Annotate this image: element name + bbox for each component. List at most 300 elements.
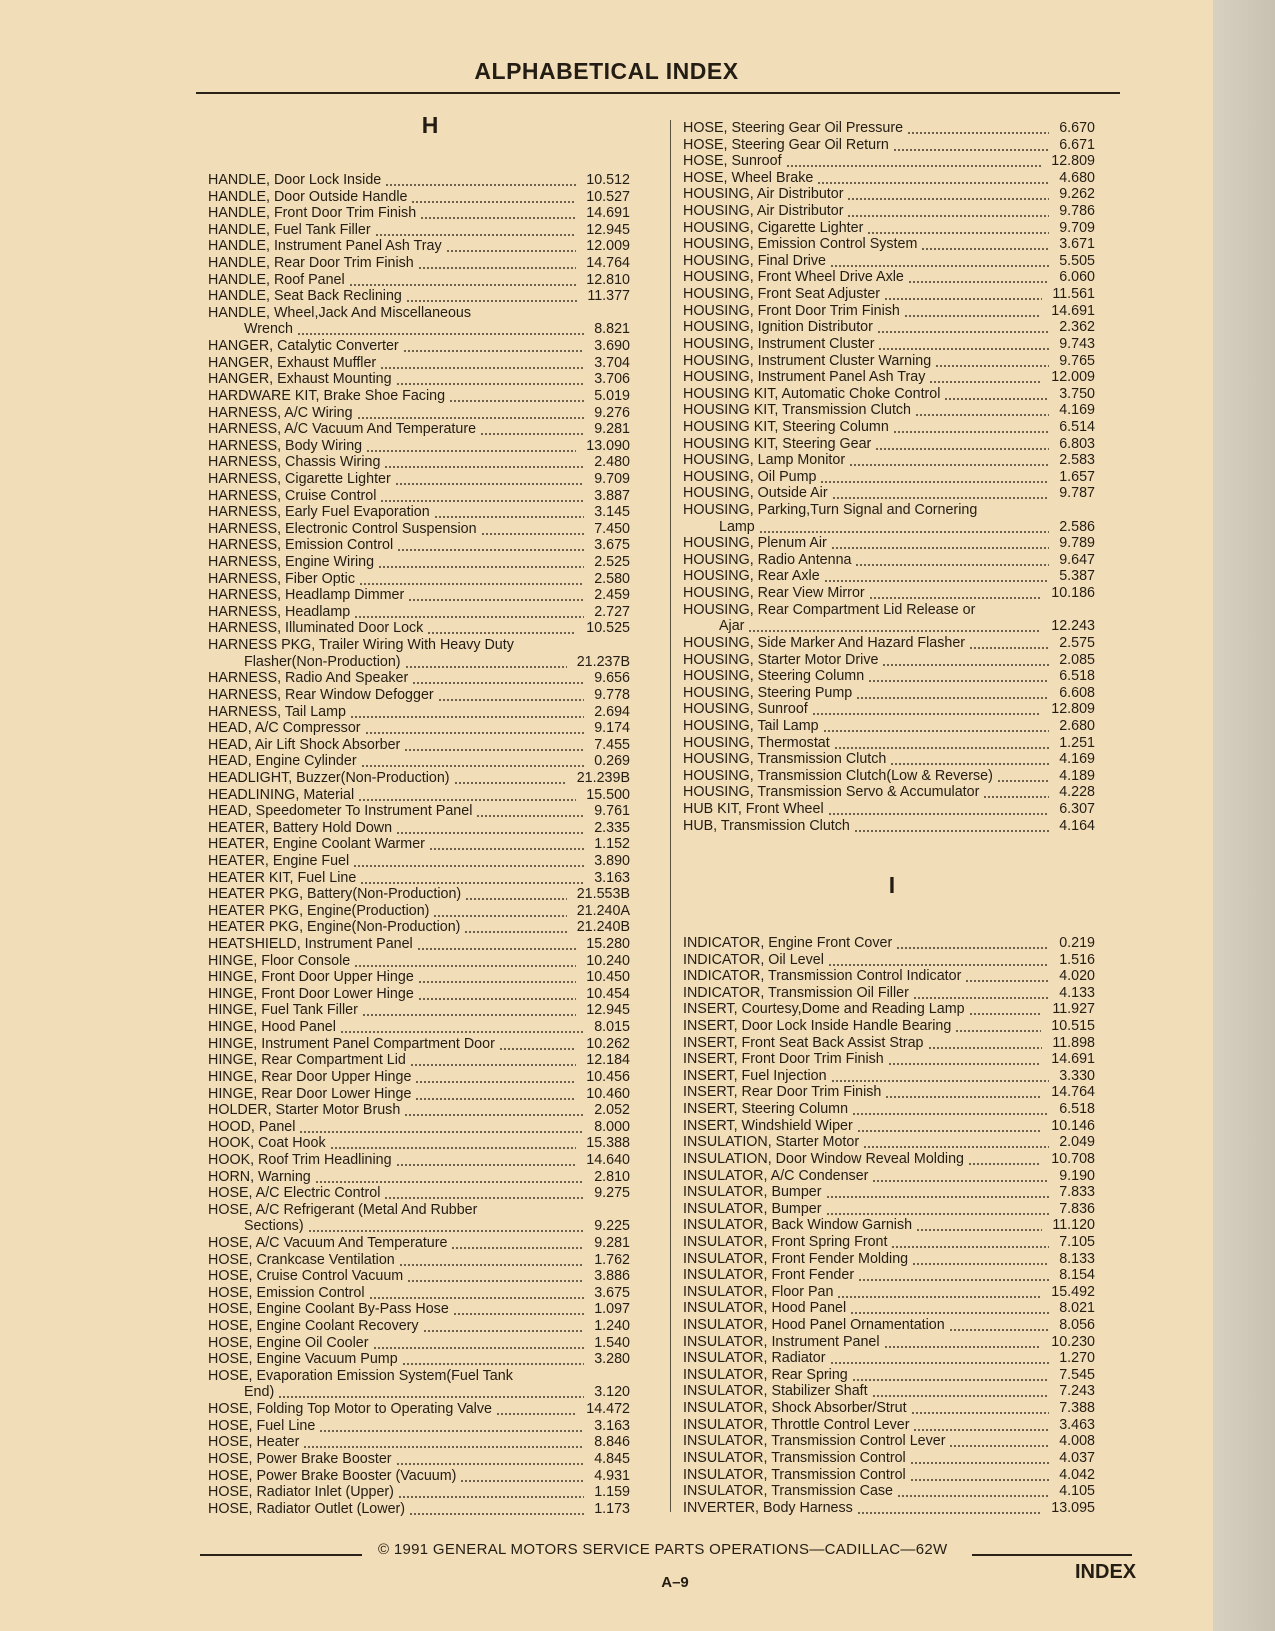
index-entry	[683, 635, 1095, 652]
index-entry	[208, 1285, 630, 1302]
dot-leader	[908, 269, 1049, 286]
index-entry	[683, 1134, 1095, 1151]
index-entry	[683, 568, 1095, 585]
dot-leader	[375, 222, 576, 239]
index-entry-reference: 3.675	[594, 1284, 630, 1301]
index-entry-reference: 8.154	[1059, 1267, 1095, 1284]
index-entry	[683, 1018, 1095, 1035]
dot-leader	[910, 1450, 1049, 1467]
index-entry-text: INSULATOR, Hood Panel Ornamentation	[683, 1317, 945, 1334]
index-entry	[683, 602, 1095, 619]
index-entry	[683, 1234, 1095, 1251]
index-entry	[208, 604, 630, 621]
index-entry-reference: 9.275	[594, 1185, 630, 1202]
index-entry-reference: 8.021	[1059, 1300, 1095, 1317]
page-title: ALPHABETICAL INDEX	[474, 58, 739, 84]
column-divider	[670, 120, 671, 1512]
index-entry	[208, 936, 630, 953]
dot-leader	[354, 604, 584, 621]
index-entry-reference: 6.670	[1059, 120, 1095, 136]
dot-leader	[398, 1484, 584, 1501]
index-entry-reference: 9.647	[1059, 551, 1095, 568]
index-entry-text: INSULATOR, A/C Condenser	[683, 1167, 869, 1184]
index-entry	[208, 238, 630, 255]
dot-leader	[384, 1185, 584, 1202]
index-entry-reference: 12.945	[586, 221, 630, 238]
dot-leader	[852, 1101, 1049, 1118]
index-entry-reference: 21.553B	[576, 886, 630, 903]
index-entry-text: HEATER, Engine Coolant Warmer	[208, 836, 425, 853]
dot-leader	[856, 685, 1049, 702]
dot-leader	[446, 238, 576, 255]
index-entry-reference: 6.060	[1059, 269, 1095, 286]
index-entry-text: INSERT, Rear Door Trim Finish	[683, 1084, 882, 1101]
index-entry-reference: 9.765	[1059, 352, 1095, 369]
index-entry-text: HANDLE, Fuel Tank Filler	[208, 221, 371, 238]
index-entry-reference: 4.008	[1059, 1433, 1095, 1450]
dot-leader	[884, 286, 1042, 303]
index-entry-reference: 2.085	[1059, 651, 1095, 668]
dot-leader	[415, 1069, 576, 1086]
dot-leader	[357, 405, 584, 422]
index-entry	[683, 1500, 1095, 1517]
index-entry-text: HOSE, Radiator Outlet (Lower)	[208, 1500, 406, 1517]
dot-leader	[852, 1367, 1049, 1384]
index-entry-reference: 10.525	[586, 620, 630, 637]
index-entry-reference: 6.671	[1059, 136, 1095, 153]
index-entry	[683, 1118, 1095, 1135]
index-entry-reference: 9.281	[594, 421, 630, 438]
index-entry	[683, 1450, 1095, 1467]
index-entry	[208, 438, 630, 455]
index-entry-text: HINGE, Front Door Upper Hinge	[208, 969, 414, 986]
index-entry	[683, 1334, 1095, 1351]
index-entry-reference: 2.727	[594, 603, 630, 620]
index-entry-text: HOUSING, Lamp Monitor	[683, 452, 846, 469]
dot-leader	[354, 953, 576, 970]
dot-leader	[863, 1134, 1049, 1151]
index-entry-reference: 1.159	[594, 1484, 630, 1501]
index-entry-text: HEATSHIELD, Instrument Panel	[208, 936, 413, 953]
dot-leader	[378, 554, 584, 571]
index-entry-reference: 15.280	[586, 936, 630, 953]
dot-leader	[420, 205, 576, 222]
index-entry-reference: 21.240B	[576, 919, 630, 936]
index-entry	[208, 554, 630, 571]
index-entry-text: HARNESS, A/C Vacuum And Temperature	[208, 421, 477, 438]
index-entry	[683, 137, 1095, 154]
index-entry-text: Flasher(Non-Production)	[244, 653, 401, 670]
index-entry-reference: 10.456	[586, 1068, 630, 1085]
index-entry-text: INSULATOR, Transmission Control	[683, 1466, 906, 1483]
index-entry-text: HEADLINING, Material	[208, 786, 355, 803]
index-entry-text: HOOD, Panel	[208, 1118, 296, 1135]
index-entry-text: HORN, Warning	[208, 1168, 311, 1185]
section-letter-h: H	[421, 112, 439, 138]
dot-leader	[418, 969, 576, 986]
index-entry-reference: 3.704	[594, 354, 630, 371]
dot-leader	[405, 654, 567, 671]
dot-leader	[396, 1451, 584, 1468]
dot-leader	[438, 687, 584, 704]
index-entry-text: INSULATOR, Transmission Case	[683, 1483, 894, 1500]
index-entry	[208, 305, 630, 322]
index-entry-text: INSERT, Front Seat Back Assist Strap	[683, 1034, 924, 1051]
index-entry-reference: 2.680	[1059, 717, 1095, 734]
index-entry-reference: 2.362	[1059, 319, 1095, 336]
dot-leader	[303, 1434, 584, 1451]
index-entry	[683, 618, 1095, 635]
dot-leader	[417, 936, 576, 953]
index-entry	[208, 537, 630, 554]
dot-leader	[385, 172, 576, 189]
dot-leader	[380, 488, 584, 505]
index-entry	[208, 1185, 630, 1202]
index-entry-text: HEADLIGHT, Buzzer(Non-Production)	[208, 769, 450, 786]
index-entry	[208, 1119, 630, 1136]
index-entry	[208, 388, 630, 405]
index-entry-reference: 3.675	[594, 537, 630, 554]
dot-leader	[885, 1084, 1041, 1101]
index-entry	[683, 203, 1095, 220]
index-entry-reference: 8.133	[1059, 1250, 1095, 1267]
index-entry-reference: 9.761	[594, 803, 630, 820]
index-entry-text: HOUSING KIT, Steering Gear	[683, 435, 872, 452]
index-entry-reference: 7.388	[1059, 1400, 1095, 1417]
index-entry-text: HOSE, A/C Electric Control	[208, 1185, 381, 1202]
dot-leader	[415, 1086, 576, 1103]
index-entry-reference: 1.240	[594, 1318, 630, 1335]
index-entry-reference: 3.163	[594, 869, 630, 886]
index-entry	[683, 1367, 1095, 1384]
index-entry-reference: 1.251	[1059, 734, 1095, 751]
index-entry	[683, 1383, 1095, 1400]
index-entry-text: HOUSING, Side Marker And Hazard Flasher	[683, 634, 966, 651]
index-entry	[683, 303, 1095, 320]
index-entry-text: INSULATOR, Stabilizer Shaft	[683, 1383, 868, 1400]
index-entry	[208, 1351, 630, 1368]
index-entry	[683, 1001, 1095, 1018]
index-entry-reference: 14.764	[586, 255, 630, 272]
dot-leader	[496, 1401, 576, 1418]
index-entry-reference: 15.500	[586, 786, 630, 803]
index-entry	[208, 953, 630, 970]
index-entry-reference: 9.709	[594, 470, 630, 487]
dot-leader	[480, 421, 584, 438]
dot-leader	[847, 203, 1049, 220]
index-entry	[683, 236, 1095, 253]
index-entry-reference: 21.237B	[576, 653, 630, 670]
index-entry	[683, 652, 1095, 669]
index-entry-reference: 3.690	[594, 338, 630, 355]
index-entry-reference: 4.169	[1059, 402, 1095, 419]
dot-leader	[831, 1068, 1049, 1085]
index-entry-text: HOUSING, Front Door Trim Finish	[683, 302, 900, 319]
index-entry-reference: 1.762	[594, 1251, 630, 1268]
dot-leader	[824, 568, 1049, 585]
index-entry	[208, 770, 630, 787]
dot-leader	[875, 436, 1049, 453]
index-entry-reference: 1.270	[1059, 1350, 1095, 1367]
index-entry	[683, 1184, 1095, 1201]
dot-leader	[464, 919, 567, 936]
index-entry-text: HOUSING KIT, Automatic Choke Control	[683, 385, 941, 402]
index-entry-text: INSULATOR, Bumper	[683, 1200, 822, 1217]
dot-leader	[997, 768, 1049, 785]
index-entry-text: HARNESS, Emission Control	[208, 537, 394, 554]
index-entry-text: HOSE, Power Brake Booster (Vacuum)	[208, 1467, 457, 1484]
index-entry-reference: 12.184	[586, 1052, 630, 1069]
index-entry-reference: 14.691	[1051, 302, 1095, 319]
dot-leader	[834, 735, 1049, 752]
index-entry-reference: 10.460	[586, 1085, 630, 1102]
index-entry	[208, 1501, 630, 1518]
index-entry	[683, 1417, 1095, 1434]
index-entry	[683, 386, 1095, 403]
index-entry	[683, 1068, 1095, 1085]
dot-leader	[910, 1467, 1049, 1484]
index-entry	[683, 269, 1095, 286]
dot-leader	[399, 1252, 584, 1269]
index-entry-reference: 9.787	[1059, 485, 1095, 502]
dot-leader	[913, 1417, 1049, 1434]
index-entry-reference: 4.189	[1059, 767, 1095, 784]
dot-leader	[427, 620, 576, 637]
index-entry-text: HOUSING, Rear View Mirror	[683, 585, 865, 602]
index-entry-reference: 7.833	[1059, 1184, 1095, 1201]
index-entry	[208, 1086, 630, 1103]
index-entry-text: HEATER, Engine Fuel	[208, 852, 350, 869]
dot-leader	[869, 585, 1041, 602]
index-entry	[683, 668, 1095, 685]
index-entry-reference: 14.640	[586, 1151, 630, 1168]
index-entry-reference: 4.169	[1059, 751, 1095, 768]
index-entry	[208, 454, 630, 471]
index-entry-text: HINGE, Floor Console	[208, 952, 351, 969]
index-entry-text: HINGE, Hood Panel	[208, 1019, 336, 1036]
index-entry-text: HOUSING, Transmission Servo & Accumulator	[683, 784, 980, 801]
dot-leader	[404, 737, 584, 754]
index-entry-text: HARNESS, Early Fuel Evaporation	[208, 504, 430, 521]
left-index-column	[208, 172, 630, 1517]
index-entry-text: HOSE, Radiator Inlet (Upper)	[208, 1484, 394, 1501]
footer-rule-right	[972, 1554, 1132, 1556]
dot-leader	[353, 853, 584, 870]
index-entry-text: HOUSING, Radio Antenna	[683, 551, 852, 568]
dot-leader	[349, 272, 576, 289]
index-entry-reference: 12.009	[1051, 369, 1095, 386]
index-entry-reference: 6.307	[1059, 800, 1095, 817]
section-letter-i: I	[888, 872, 896, 898]
index-entry-text: HOUSING, Final Drive	[683, 252, 826, 269]
dot-leader	[916, 1217, 1042, 1234]
index-entry	[683, 735, 1095, 752]
index-entry-reference: 4.020	[1059, 968, 1095, 985]
index-entry	[208, 803, 630, 820]
dot-leader	[460, 1468, 584, 1485]
dot-leader	[921, 236, 1049, 253]
index-entry-text: HOUSING, Air Distributor	[683, 203, 844, 220]
index-entry-reference: 9.656	[594, 670, 630, 687]
dot-leader	[878, 336, 1049, 353]
index-entry	[683, 718, 1095, 735]
index-entry	[208, 1069, 630, 1086]
index-entry-text: INSULATOR, Bumper	[683, 1184, 822, 1201]
index-entry-text: HOUSING, Transmission Clutch(Low & Reverse)	[683, 767, 993, 784]
index-entry-text: INSERT, Door Lock Inside Handle Bearing	[683, 1018, 952, 1035]
index-entry-text: HOOK, Roof Trim Headlining	[208, 1151, 392, 1168]
index-entry-text: INSULATOR, Front Spring Front	[683, 1233, 888, 1250]
index-entry-reference: 15.492	[1051, 1283, 1095, 1300]
index-entry-reference: 5.019	[594, 387, 630, 404]
dot-leader	[403, 338, 584, 355]
dot-leader	[418, 986, 576, 1003]
index-entry-text: Wrench	[244, 321, 293, 338]
index-entry-text: HARNESS, Chassis Wiring	[208, 454, 381, 471]
dot-leader	[397, 537, 584, 554]
dot-leader	[454, 770, 567, 787]
index-entry-reference: 10.262	[586, 1035, 630, 1052]
dot-leader	[828, 801, 1049, 818]
index-entry-reference: 6.518	[1059, 1101, 1095, 1118]
index-entry-text: HOSE, Emission Control	[208, 1284, 365, 1301]
dot-leader	[872, 1383, 1049, 1400]
index-entry-text: HINGE, Rear Compartment Lid	[208, 1052, 406, 1069]
index-entry-reference: 7.455	[594, 736, 630, 753]
index-entry-text: INSERT, Windshield Wiper	[683, 1117, 853, 1134]
page-number: A–9	[661, 1574, 689, 1591]
index-entry-text: HINGE, Rear Door Lower Hinge	[208, 1085, 412, 1102]
index-entry	[208, 737, 630, 754]
index-entry	[683, 1101, 1095, 1118]
dot-leader	[434, 504, 584, 521]
index-entry-text: HARNESS, Engine Wiring	[208, 554, 375, 571]
index-entry-reference: 8.056	[1059, 1317, 1095, 1334]
index-entry-text: HOUSING, Steering Pump	[683, 684, 853, 701]
index-entry-reference: 2.335	[594, 819, 630, 836]
index-entry	[683, 186, 1095, 203]
footer-rule-left	[200, 1554, 362, 1556]
index-entry-text: HOSE, Cruise Control Vacuum	[208, 1268, 404, 1285]
index-entry	[683, 1267, 1095, 1284]
dot-leader	[340, 1019, 584, 1036]
index-entry-reference: 3.886	[594, 1268, 630, 1285]
index-entry-reference: 21.240A	[576, 902, 630, 919]
index-entry-reference: 1.540	[594, 1334, 630, 1351]
index-entry-text: HOSE, A/C Refrigerant (Metal And Rubber	[208, 1201, 478, 1218]
index-entry	[208, 670, 630, 687]
index-entry-reference: 2.694	[594, 703, 630, 720]
index-entry	[683, 220, 1095, 237]
index-entry	[208, 1102, 630, 1119]
index-entry-text: HARNESS PKG, Trailer Wiring With Heavy Duty	[208, 637, 514, 654]
index-entry	[683, 801, 1095, 818]
index-entry-reference: 2.575	[1059, 634, 1095, 651]
index-entry-reference: 9.778	[594, 686, 630, 703]
index-entry-text: HOUSING, Thermostat	[683, 734, 830, 751]
index-entry-text: HOSE, Sunroof	[683, 153, 782, 170]
index-entry	[683, 1483, 1095, 1500]
index-entry-text: HOUSING, Front Wheel Drive Axle	[683, 269, 904, 286]
index-entry-reference: 3.280	[594, 1351, 630, 1368]
index-entry	[208, 471, 630, 488]
index-entry-reference: 4.931	[594, 1467, 630, 1484]
index-entry-reference: 9.262	[1059, 186, 1095, 203]
index-entry-text: HOUSING, Transmission Clutch	[683, 751, 887, 768]
index-entry-text: Ajar	[719, 618, 745, 635]
index-entry-reference: 11.120	[1052, 1217, 1095, 1234]
index-entry-text: HANDLE, Roof Panel	[208, 271, 345, 288]
index-entry-reference: 3.671	[1059, 236, 1095, 253]
index-entry-reference: 5.387	[1059, 568, 1095, 585]
index-entry-text: HOUSING, Instrument Cluster	[683, 335, 875, 352]
index-entry	[683, 818, 1095, 835]
index-entry	[208, 720, 630, 737]
index-entry-text: HOUSING, Cigarette Lighter	[683, 219, 864, 236]
index-entry-text: HANDLE, Door Lock Inside	[208, 172, 382, 188]
index-entry	[208, 1152, 630, 1169]
dot-leader	[882, 652, 1049, 669]
index-entry	[683, 1317, 1095, 1334]
dot-leader	[893, 419, 1049, 436]
index-entry	[208, 1401, 630, 1418]
index-entry-text: HINGE, Fuel Tank Filler	[208, 1002, 358, 1019]
index-entry-reference: 12.009	[586, 238, 630, 255]
index-entry	[683, 552, 1095, 569]
index-entry-reference: 12.945	[586, 1002, 630, 1019]
index-entry	[208, 1318, 630, 1335]
index-entry	[208, 488, 630, 505]
dot-leader	[915, 402, 1049, 419]
index-entry-reference: 1.173	[594, 1500, 630, 1517]
index-entry	[683, 685, 1095, 702]
dot-leader	[944, 386, 1049, 403]
index-entry-reference: 10.146	[1051, 1117, 1095, 1134]
dot-leader	[820, 469, 1049, 486]
index-entry	[208, 371, 630, 388]
index-entry	[208, 1335, 630, 1352]
index-entry-text: HOUSING, Oil Pump	[683, 468, 817, 485]
dot-leader	[453, 1301, 584, 1318]
index-entry	[208, 919, 630, 936]
index-entry-reference: 4.105	[1059, 1483, 1095, 1500]
index-entry-reference: 4.037	[1059, 1449, 1095, 1466]
index-entry-text: HARNESS, Rear Window Defogger	[208, 686, 434, 703]
index-entry-text: HOUSING, Instrument Panel Ash Tray	[683, 369, 926, 386]
dot-leader	[832, 485, 1049, 502]
index-entry-text: HOUSING KIT, Transmission Clutch	[683, 402, 912, 419]
index-entry-reference: 10.515	[1051, 1018, 1095, 1035]
index-entry	[208, 172, 630, 189]
index-entry	[208, 355, 630, 372]
dot-leader	[412, 670, 584, 687]
dot-leader	[451, 1235, 584, 1252]
index-entry-reference: 1.152	[594, 836, 630, 853]
index-entry-text: INVERTER, Body Harness	[683, 1499, 853, 1516]
dot-leader	[423, 1318, 584, 1335]
dot-leader	[849, 452, 1049, 469]
index-entry-text: HINGE, Rear Door Upper Hinge	[208, 1068, 412, 1085]
index-entry-reference: 11.927	[1052, 1001, 1095, 1018]
index-entry	[683, 369, 1095, 386]
index-entry	[208, 704, 630, 721]
index-entry	[683, 170, 1095, 187]
index-entry-reference: 10.708	[1051, 1150, 1095, 1167]
index-entry-text: INSERT, Courtesy,Dome and Reading Lamp	[683, 1001, 965, 1018]
dot-leader	[499, 1036, 576, 1053]
index-entry	[683, 768, 1095, 785]
index-entry	[208, 1135, 630, 1152]
